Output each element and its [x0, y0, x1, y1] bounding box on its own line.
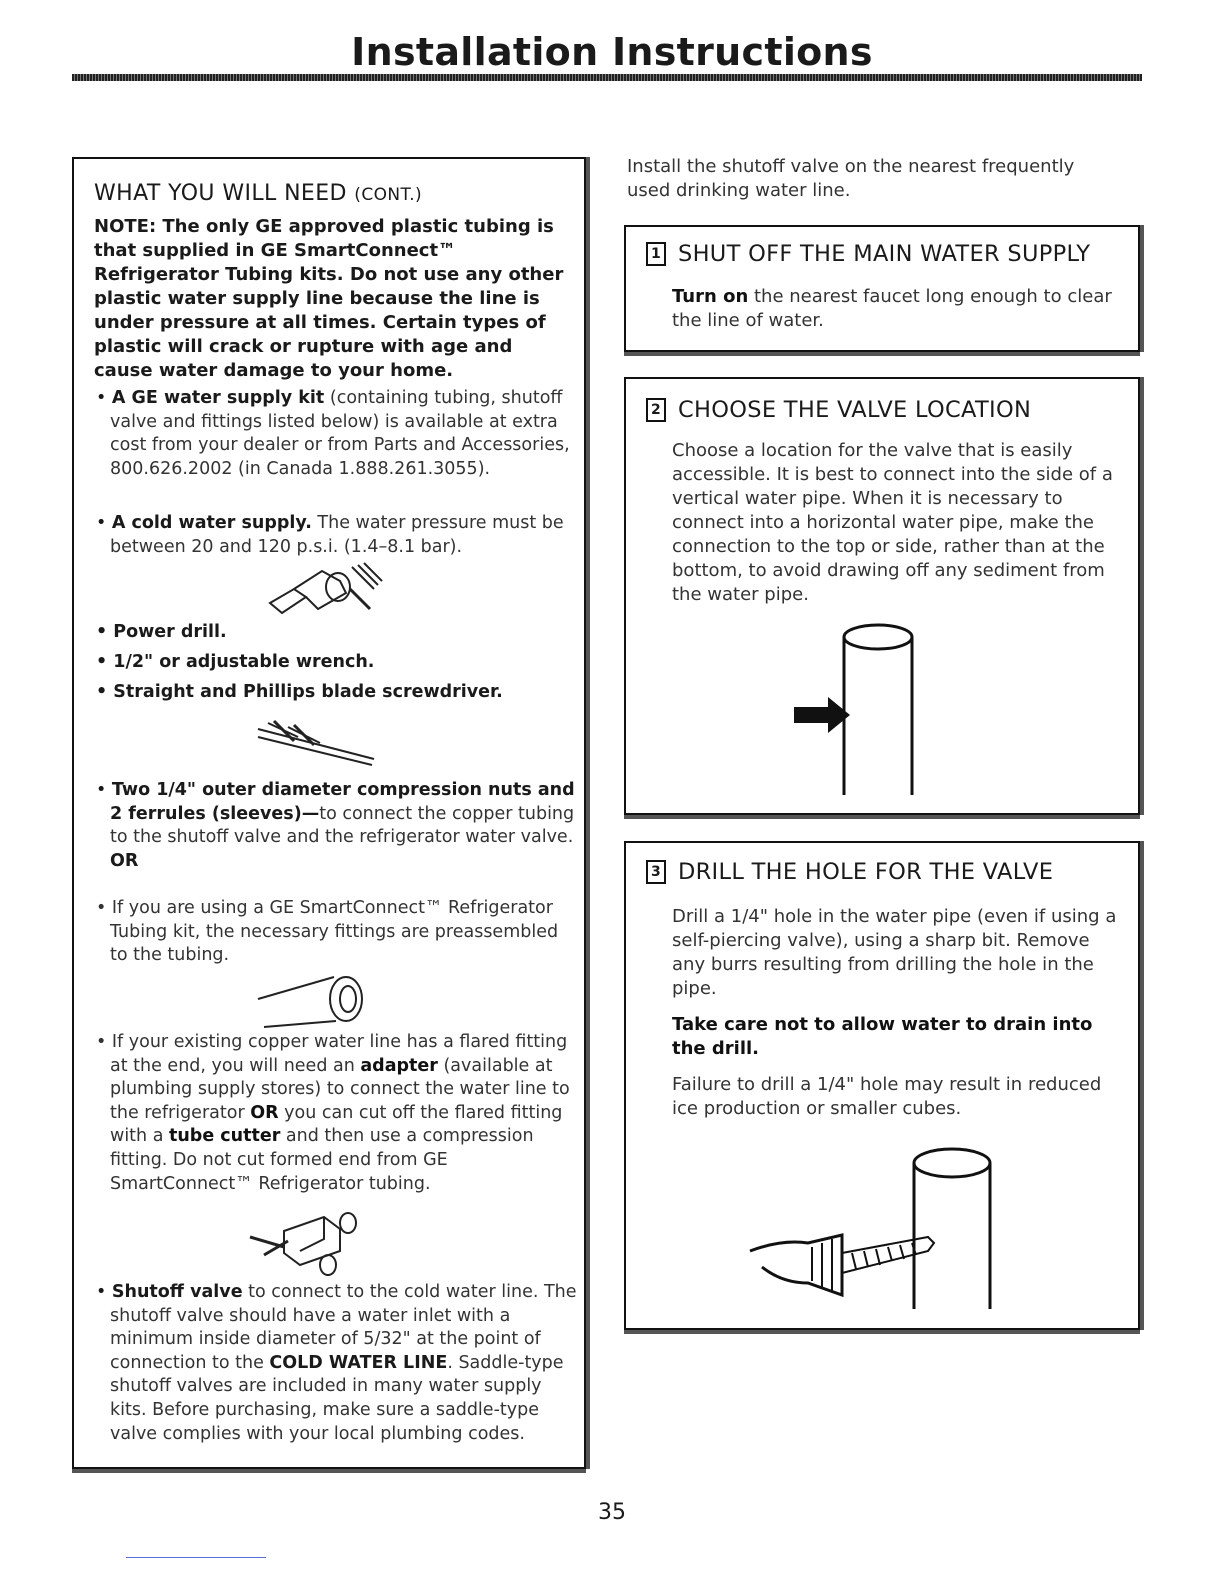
step-3-heading [646, 859, 1053, 885]
adapter-term: adapter [360, 1055, 438, 1076]
flared-text-3: you can cut off the flared fitting with a [110, 1102, 563, 1147]
step-1-number: 1 [646, 242, 666, 266]
step-3-note: Failure to drill a 1/4" hole may result in reduced ice production or smaller cubes. [672, 1074, 1102, 1119]
step-2-box [624, 377, 1140, 815]
or-text: OR [110, 850, 139, 871]
cold-text: The water pressure must be between 20 and 120 p.s.i. (1.4–8.1 bar). [110, 513, 564, 557]
footer-link-line [126, 1557, 266, 1558]
tubing-illustration [254, 969, 374, 1029]
list-item-flared-fitting: • If your existing copper water line has a flared fitting at the end, you will need an adapter (available at plumbing supply stores) to connect the water line to the refrigerator OR you can cut off the flared fitting with a tube cutter and then use a compression fitting. Do not cut formed end from GE SmartConnect™ Refrigerator tubing. [96, 1032, 570, 1194]
intro-text: Install the shutoff valve on the nearest frequently used drinking water line. [627, 156, 1075, 201]
list-item-screwdriver: • Straight and Phillips blade screwdriver. [96, 682, 503, 702]
list-item-smartconnect: • If you are using a GE SmartConnect™ Refrigerator Tubing kit, the necessary fittings are preassembled to the tubing. [96, 898, 559, 966]
valve-text-2: . Saddle-type shutoff valves are included in many water supply kits. Before purchasing, make sure a saddle-type valve complies with your local plumbing codes. [110, 1352, 564, 1444]
list-item-cold-water: • A cold water supply. The water pressure must be between 20 and 120 p.s.i. (1.4–8.1 bar). [96, 513, 564, 557]
screwdriver-text: Straight and Phillips blade screwdriver. [113, 682, 503, 702]
approved-tubing-note: NOTE: The only GE approved plastic tubing is that supplied in GE SmartConnect™ Refrigerator Tubing kits. Do not use any other plastic water supply line because the line is under pressure at all times. Certain types of plastic will crack or rupture with age and cause water damage to your home. [94, 216, 564, 381]
shutoff-valve-illustration [244, 1207, 364, 1277]
step-3-title: DRILL THE HOLE FOR THE VALVE [678, 859, 1054, 885]
drill-pipe-illustration [742, 1143, 1002, 1323]
step-1-body [672, 285, 1124, 333]
heading-text: WHAT YOU WILL NEED [94, 181, 347, 206]
what-you-will-need-box [72, 157, 586, 1469]
wrench-text: 1/2" or adjustable wrench. [113, 652, 375, 672]
step-3-body: Drill a 1/4" hole in the water pipe (even if using a self-piercing valve), using a sharp bit. Remove any burrs resulting from drilling the hole in the pipe. [672, 906, 1117, 999]
list-item-water-kit: • A GE water supply kit (containing tubing, shutoff valve and fittings listed below) is available at extra cost from your dealer or from Parts and Accessories, 800.626.2002 (in Canada 1.888.261.3055). [96, 388, 570, 479]
flared-text-1: If your existing copper water line has a flared fitting at the end, you will need an [110, 1032, 568, 1076]
step-1-text: the nearest faucet long enough to clear the line of water. [672, 286, 1112, 331]
section-heading [94, 181, 422, 206]
list-item-drill: • Power drill. [96, 622, 227, 642]
cold-label: A cold water supply. [111, 513, 312, 533]
or-term: OR [250, 1102, 279, 1123]
step-1-bold: Turn on [672, 286, 749, 307]
page-title: Installation Instructions [351, 30, 873, 74]
list-item-shutoff-valve: • Shutoff valve to connect to the cold water line. The shutoff valve should have a water inlet with a minimum inside diameter of 5/32" at the point of connection to the COLD WATER LINE. Saddle-type shutoff valves are included in many water supply kits. Before purchasing, make sure a saddle-type valve complies with your local plumbing codes. [96, 1282, 577, 1444]
step-2-number: 2 [646, 398, 666, 422]
flared-text-2: (available at plumbing supply stores) to connect the water line to the refrigerator [110, 1055, 570, 1123]
step-2-body: Choose a location for the valve that is easily accessible. It is best to connect into the side of a vertical water pipe. When it is necessary to connect into a horizontal water pipe, make the connection to the top or side, rather than at the bottom, to avoid drawing off any sediment from the water pipe. [672, 440, 1113, 605]
title-rule [72, 74, 1142, 81]
tube-cutter-term: tube cutter [168, 1126, 281, 1147]
step-1-title: SHUT OFF THE MAIN WATER SUPPLY [678, 241, 1091, 267]
page-number: 35 [598, 1500, 626, 1525]
step-1-heading [646, 241, 1090, 267]
valve-text-1: to connect to the cold water line. The shutoff valve should have a water inlet with a minimum inside diameter of 5/32" at the point of connection to the [110, 1282, 577, 1373]
step-2-heading [646, 397, 1031, 423]
step-3-warning: Take care not to allow water to drain into the drill. [672, 1014, 1093, 1059]
step-1-box [624, 225, 1140, 352]
drill-text: Power drill. [113, 622, 227, 642]
nuts-label: Two 1/4" outer diameter compression nuts and 2 ferrules (sleeves)— [110, 780, 575, 824]
kit-label: A GE water supply kit [111, 388, 325, 408]
list-item-wrench: • 1/2" or adjustable wrench. [96, 652, 375, 672]
cold-line-term: COLD WATER LINE [269, 1352, 448, 1373]
kit-text: (containing tubing, shutoff valve and fittings listed below) is available at extra cost from your dealer or from Parts and Accessories, 800.626.2002 (in Canada 1.888.261.3055). [110, 388, 570, 479]
step-3-box [624, 841, 1140, 1330]
power-drill-illustration [260, 559, 390, 629]
step-2-title: CHOOSE THE VALVE LOCATION [678, 397, 1032, 423]
step-3-number: 3 [646, 860, 666, 884]
list-item-compression-nuts: • Two 1/4" outer diameter compression nuts and 2 ferrules (sleeves)—to connect the copper tubing to the shutoff valve and the refrigerator water valve. OR [88, 779, 578, 873]
smart-text: If you are using a GE SmartConnect™ Refrigerator Tubing kit, the necessary fittings are preassembled to the tubing. [110, 898, 559, 966]
valve-label: Shutoff valve [111, 1282, 243, 1302]
nuts-text: to connect the copper tubing to the shutoff valve and the refrigerator water valve. [110, 803, 575, 848]
vertical-pipe-illustration [786, 619, 926, 799]
screwdriver-illustration [254, 719, 384, 769]
heading-suffix: (CONT.) [354, 185, 423, 205]
flared-text-4: and then use a compression fitting. Do not cut formed end from GE SmartConnect™ Refrigerator tubing. [110, 1126, 534, 1194]
